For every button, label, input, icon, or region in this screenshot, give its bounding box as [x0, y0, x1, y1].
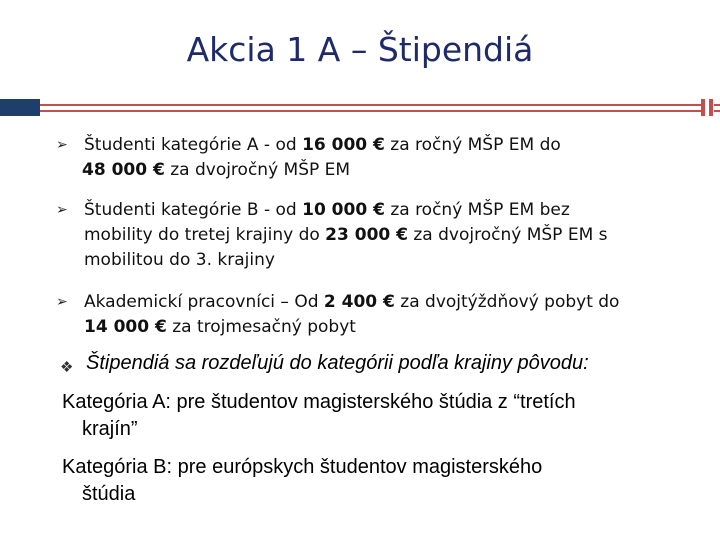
amount: 10 000 € [302, 200, 385, 220]
diamond-bullet-icon: ❖ [60, 359, 74, 376]
bullet-line [84, 198, 694, 223]
arrow-bullet-icon: ➢ [56, 137, 68, 153]
bullet-line [82, 158, 694, 183]
title-accent-bar [0, 99, 40, 116]
bullet-category-b [56, 198, 694, 273]
category-text: štúdia [82, 483, 136, 505]
bullet-line [84, 223, 694, 248]
amount: 48 000 € [82, 160, 165, 180]
arrow-bullet-icon: ➢ [56, 202, 68, 218]
bullet-text: za dvojročný MŠP EM [164, 160, 351, 180]
category-b-description [62, 454, 702, 508]
bullet-text: Akademickí pracovníci – Od [84, 292, 324, 312]
category-text: krajín” [82, 418, 138, 440]
amount: 23 000 € [325, 225, 408, 245]
bullet-text: za dvojtýždňový pobyt do [394, 292, 620, 312]
bullet-text: za trojmesačný pobyt [166, 317, 356, 337]
title-rule-top [40, 104, 720, 106]
bullet-text: za ročný MŠP EM do [384, 135, 561, 155]
bullet-text: Študenti kategórie A - od [84, 135, 303, 155]
bullet-text: za ročný MŠP EM bez [384, 200, 570, 220]
amount: 16 000 € [302, 135, 385, 155]
category-text: Kategória A: pre študentov magisterského štúdia z “tretích [62, 391, 576, 413]
slide-title: Akcia 1 A – Štipendiá [186, 30, 534, 69]
bullet-text: mobility do tretej krajiny do [84, 225, 326, 245]
scholarship-note: Štipendiá sa rozdeľujú do kategórii podľa krajiny pôvodu: [86, 352, 589, 374]
bullet-line [84, 133, 694, 158]
amount: 2 400 € [323, 292, 395, 312]
bullet-text: Študenti kategórie B - od [84, 200, 303, 220]
bullet-category-a [56, 133, 694, 183]
bullet-line [84, 290, 694, 315]
bullet-line [84, 315, 694, 340]
bullet-text: za dvojročný MŠP EM s [407, 225, 608, 245]
amount: 14 000 € [84, 317, 167, 337]
arrow-bullet-icon: ➢ [56, 294, 68, 310]
category-text: Kategória B: pre európskych študentov magisterského [62, 456, 543, 478]
bullet-line: mobilitou do 3. krajiny [84, 250, 275, 270]
category-a-description [62, 389, 702, 443]
bullet-academic-staff [56, 290, 694, 340]
title-rule-end-bars [701, 99, 714, 116]
title-rule-bottom [40, 110, 720, 112]
